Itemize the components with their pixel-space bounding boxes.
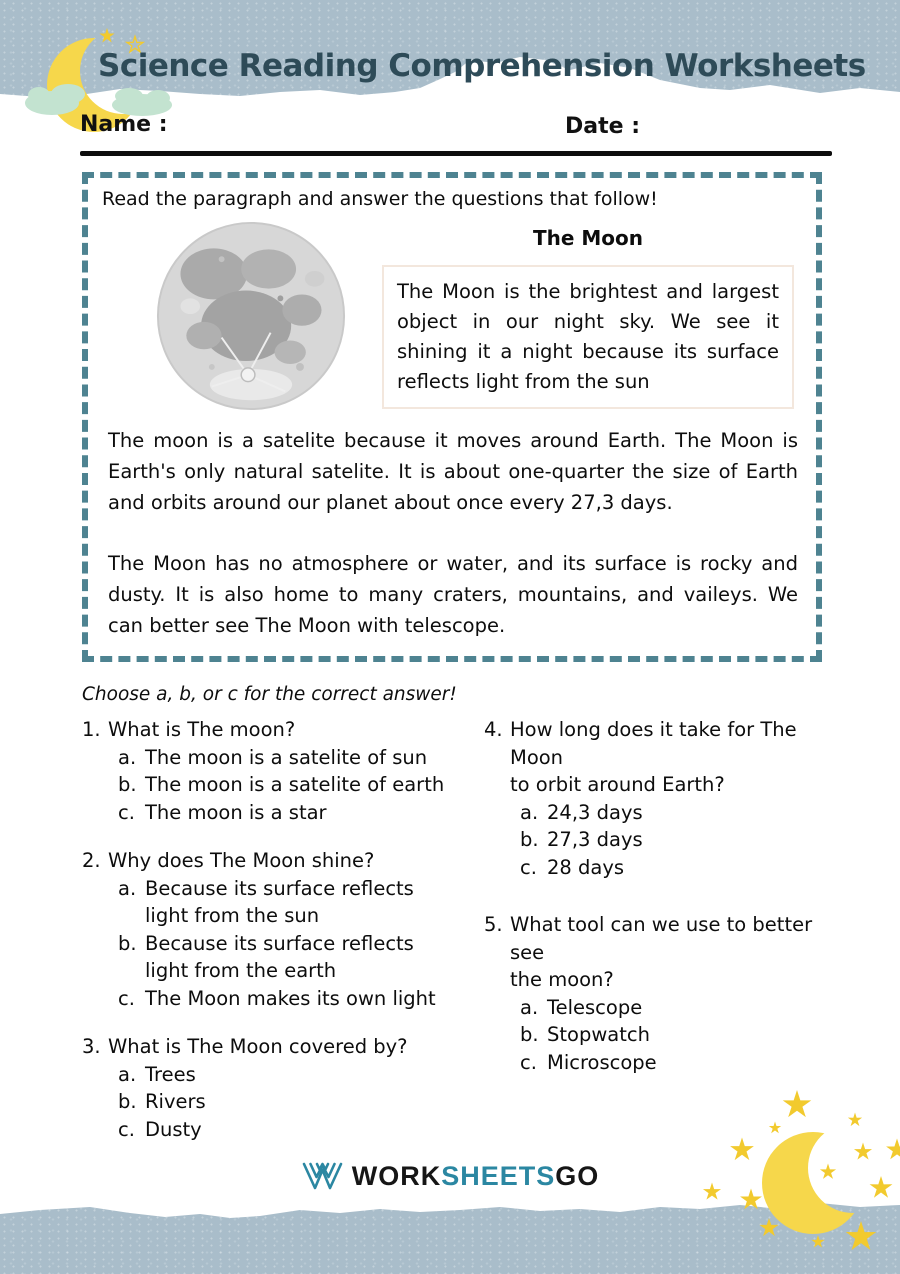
option-c: c. 28 days	[520, 855, 625, 879]
passage-paragraph-3: The Moon has no atmosphere or water, and its surface is rocky and dusty. It is also home to many craters, mountains, and vaileys. We can better see The Moon with telescope.	[108, 552, 798, 637]
date-label: Date :	[565, 114, 641, 139]
question-number: 4.	[484, 718, 503, 741]
question-1	[82, 716, 480, 826]
question-text: 3. What is The Moon covered by?	[82, 1033, 480, 1061]
option-b: b. Because its surface reflects light from the earth	[118, 931, 414, 982]
option-a: a. Telescope	[520, 995, 643, 1019]
question-3	[82, 1033, 480, 1143]
quiz-column-right	[484, 716, 884, 1097]
name-label: Name :	[80, 112, 168, 137]
option-a: a. Because its surface reflects light from the sun	[118, 876, 414, 927]
option-b: b. Stopwatch	[520, 1023, 650, 1046]
question-text: 1. What is The moon?	[82, 716, 480, 744]
passage-intro-row	[88, 218, 816, 414]
option-c: c. The Moon makes its own light	[118, 986, 436, 1010]
question-2	[82, 847, 480, 1012]
passage-title: The Moon	[532, 226, 644, 250]
logo-wordmark: WORKSHEETSGO	[351, 1160, 600, 1191]
question-number: 2.	[82, 849, 101, 872]
passage-instruction: Read the paragraph and answer the questions that follow!	[102, 188, 658, 210]
option-c: c. The moon is a star	[118, 800, 327, 824]
corner-moon-stars-icon	[685, 1080, 900, 1272]
question-text: 2. Why does The Moon shine?	[82, 847, 480, 875]
passage-paragraph-2: The moon is a satelite because it moves around Earth. The Moon is Earth's only natural satelite. It is about one-quarter the size of Earth and orbits around our planet about once every 27,3 days.	[108, 429, 798, 514]
question-text: 4. How long does it take for The Moon to orbit around Earth?	[484, 716, 884, 799]
option-c: c. Microscope	[520, 1050, 657, 1074]
question-number: 1.	[82, 718, 101, 741]
page-title: Science Reading Comprehension Worksheets	[98, 48, 866, 84]
reading-passage-box	[82, 172, 822, 662]
question-4	[484, 716, 884, 881]
option-c: c. Dusty	[118, 1117, 202, 1141]
option-b: b. The moon is a satelite of earth	[118, 773, 445, 796]
question-number: 5.	[484, 913, 503, 936]
option-a: a. 24,3 days	[520, 800, 643, 824]
header-divider-line	[80, 151, 832, 156]
option-b: b. 27,3 days	[520, 828, 643, 851]
quiz-column-left	[82, 716, 480, 1164]
question-text: 5. What tool can we use to better see the moon?	[484, 911, 884, 994]
option-a: a. Trees	[118, 1062, 196, 1086]
full-moon-image	[152, 220, 350, 412]
question-number: 3.	[82, 1035, 101, 1058]
option-a: a. The moon is a satelite of sun	[118, 745, 428, 769]
passage-intro-paragraph: The Moon is the brightest and largest object in our night sky. We see it shining it a night because its surface reflects light from the sun	[382, 265, 794, 409]
worksheetsgo-logo-icon	[301, 1160, 343, 1192]
question-5	[484, 911, 884, 1076]
passage-intro-column	[382, 226, 794, 409]
quiz-instruction: Choose a, b, or c for the correct answer!	[82, 684, 457, 705]
option-b: b. Rivers	[118, 1090, 206, 1113]
